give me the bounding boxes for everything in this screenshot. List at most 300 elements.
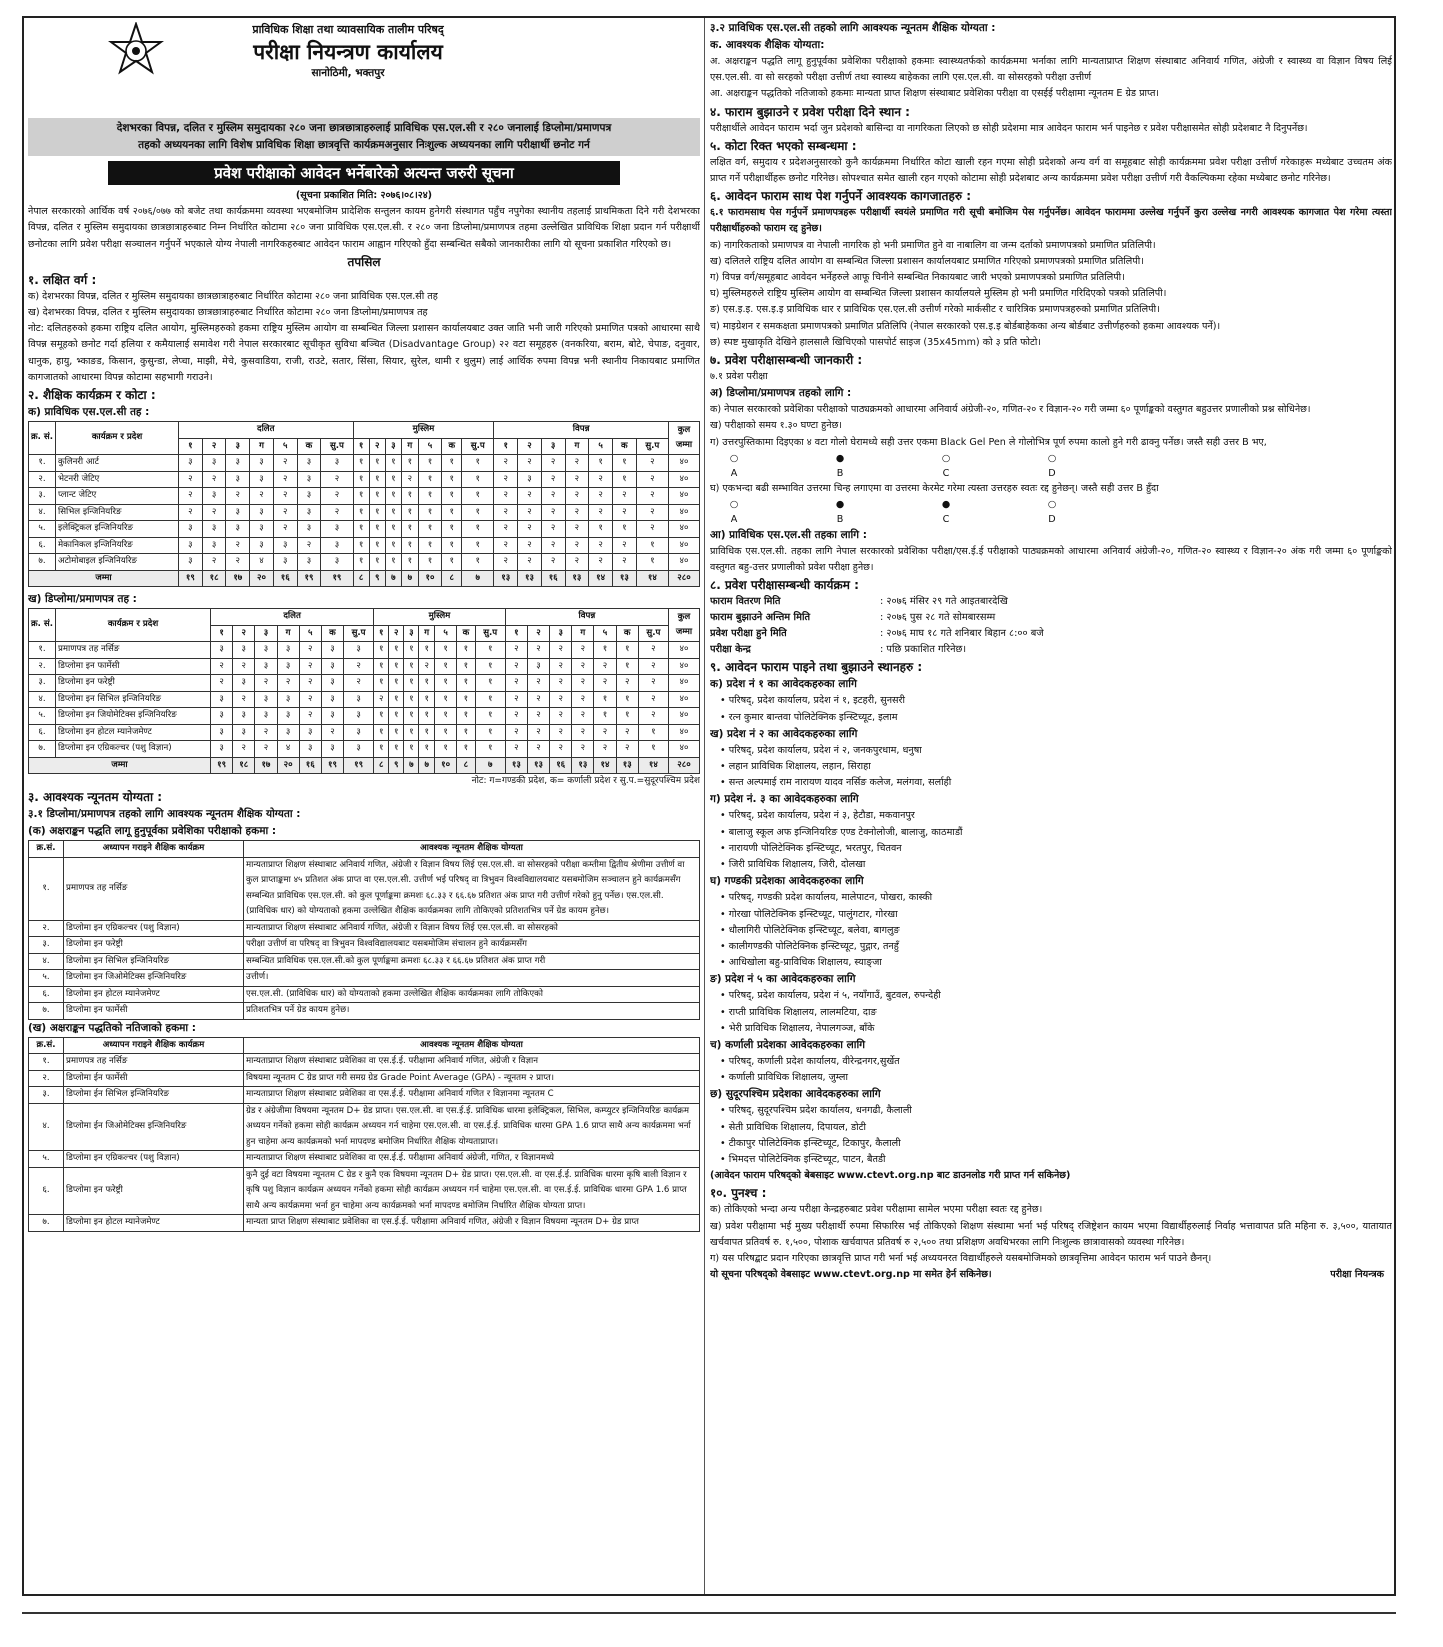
total-cell: ७	[404, 757, 419, 774]
notice-title	[28, 118, 700, 156]
quota-cell: १	[442, 455, 462, 472]
quota-cell: २	[550, 741, 572, 758]
quota-cell: २	[638, 708, 668, 725]
quota-cell: २	[321, 724, 343, 741]
quota-cell: २	[638, 691, 668, 708]
total-cell: १९	[179, 570, 203, 587]
row-sn: २.	[29, 658, 56, 675]
col-sn: क्र. सं.	[29, 609, 56, 642]
quota-cell: २	[255, 724, 277, 741]
quota-cell: २	[344, 675, 374, 692]
quota-cell: २	[616, 675, 638, 692]
document-item: क) नागरिकताको प्रमाणपत्र वा नेपाली नागरिक हो भनी प्रमाणित हुने वा नाबालिग वा जन्म दर्ताको प्रमाणपत्रको प्रमाणित प्रतिलिपी।	[710, 239, 1156, 251]
quota-cell: २	[572, 708, 594, 725]
location-item: • लहान प्राविधिक शिक्षालय, लहान, सिराहा	[710, 759, 1392, 775]
row-sn: ३.	[29, 675, 56, 692]
row-program: डिप्लोमा ईन फार्मेसी	[64, 1070, 244, 1087]
s6-intro: ६.१ फारामसाथ पेस गर्नुपर्ने प्रमाणपत्रहरू परीक्षार्थी स्वयंले प्रमाणित गरी सूची बमोजिम पेस गर्नुपर्नेछ। आवेदन फाराममा उल्लेख गर्नुपर्ने कुरा उल्लेख नगरी आवश्यक कागजात पेश गरेमा त्यस्ता परीक्षार्थीहरुको फाराम रद्द हुनेछ।	[710, 207, 1392, 235]
province-header: २	[233, 625, 255, 642]
s7-sub: ७.१ प्रवेश परीक्षा	[710, 371, 768, 383]
quota-cell: १	[385, 488, 401, 505]
province-header: १	[374, 625, 389, 642]
quota-cell: १	[353, 521, 369, 538]
group-bipanna: विपन्न	[494, 422, 669, 439]
row-program: भेटनरी जेटिए	[56, 471, 179, 488]
province-group-label: च) कर्णाली प्रदेशका आवेदकहरुका लागि	[710, 1038, 866, 1051]
quota-cell: ३	[233, 675, 255, 692]
row-program: मेकानिकल इन्जिनियरिङ	[56, 537, 179, 554]
row-sn: ७.	[29, 1215, 64, 1232]
quota-cell: ३	[202, 455, 226, 472]
row-sn: ४.	[29, 691, 56, 708]
quota-cell: ३	[299, 724, 321, 741]
quota-cell: २	[505, 675, 527, 692]
quota-cell: १	[616, 642, 638, 659]
quota-cell: ३	[226, 504, 250, 521]
section-1-heading: १. लक्षित वर्ग :	[28, 272, 97, 287]
quota-cell: १	[462, 488, 494, 505]
quota-cell: २	[518, 554, 542, 571]
quota-cell: १	[435, 642, 457, 659]
total-cell: २०	[277, 757, 299, 774]
option-label: D	[1048, 514, 1056, 526]
total-cell: १७	[255, 757, 277, 774]
quota-cell: १	[401, 488, 418, 505]
province-header: १	[179, 438, 203, 455]
bubble-empty-icon: ○	[729, 499, 739, 511]
quota-row	[29, 708, 700, 725]
row-sn: ६.	[29, 537, 56, 554]
quota-cell: १	[594, 642, 616, 659]
total-cell: १०	[435, 757, 457, 774]
quota-cell: २	[494, 521, 518, 538]
s3-1-heading: ३.१ डिप्लोमा/प्रमाणपत्र तहको लागि आवश्यक न्यूनतम शैक्षिक योग्यता :	[28, 808, 301, 821]
office-address: सानोठिमी, भक्तपुर	[311, 67, 385, 79]
quota-cell: २	[211, 675, 233, 692]
quota-cell: २	[255, 675, 277, 692]
row-sn: १.	[29, 642, 56, 659]
row-total: ४०	[669, 708, 700, 725]
row-sn: ३.	[29, 1087, 64, 1104]
province-header: ग	[277, 625, 299, 642]
quota-cell: १	[374, 675, 389, 692]
quota-cell: २	[344, 658, 374, 675]
quota-cell: २	[273, 504, 297, 521]
quota-cell: २	[636, 471, 668, 488]
col-program: कार्यक्रम र प्रदेश	[56, 422, 179, 455]
quota-cell: २	[550, 642, 572, 659]
quota-cell: ३	[179, 554, 203, 571]
quota-cell: २	[233, 741, 255, 758]
quota-cell: १	[353, 504, 369, 521]
section-5-heading: ५. कोटा रिक्त भएको सम्बन्धमा :	[710, 138, 857, 153]
left-column	[28, 20, 700, 1590]
row-program: डिप्लोमा इन सिभिल इन्जिनियरिङ	[56, 691, 211, 708]
quota-cell: ३	[297, 471, 321, 488]
quota-cell: १	[404, 658, 419, 675]
section-6-heading: ६. आवेदन फाराम साथ पेश गर्नुपर्ने आवश्यक कागजातहरु :	[710, 189, 971, 204]
schedule-row	[710, 626, 1392, 642]
quota-cell: २	[616, 724, 638, 741]
row-qualification: एस.एल.सी. (प्राविधिक धार) को योग्यताको हकमा उल्लेखित शैक्षिक कार्यक्रमका लागि तोकिएको	[244, 986, 700, 1003]
row-qualification: प्रतिशतभित्र पर्ने ग्रेड कायम हुनेछ।	[244, 1003, 700, 1020]
location-item: • जिरी प्राविधिक शिक्षालय, जिरी, दोलखा	[710, 857, 1392, 873]
quota-cell: २	[550, 691, 572, 708]
bubble-labels	[710, 466, 1392, 481]
total-row	[29, 757, 700, 774]
row-sn: ५.	[29, 708, 56, 725]
row-program: डिप्लोमा इन जिओमेटिक्स इन्जिनियरिङ	[64, 970, 244, 987]
quota-cell: २	[273, 488, 297, 505]
quota-row	[29, 521, 700, 538]
province-header: ३	[385, 438, 401, 455]
total-cell: ८	[442, 570, 462, 587]
quota-cell: ३	[321, 741, 343, 758]
row-qualification: मान्यताप्राप्त शिक्षण संस्थाबाट अनिवार्य गणित, अंग्रेजी र विज्ञान विषय लिई एस.एल.सी. वा सोसरहको परीक्षा कम्तीमा द्वितीय श्रेणीमा उत्तीर्ण वा कुल प्राप्ताङ्कमा ४५ प्रतिशत अंक प्राप्त वा एस.एल.सी. उत्तीर्ण भई परिषद् वा त्रिभुवन विश्वविद्यालयबाट यसबमोजिम सञ्चालन हुने कार्यक्रमसँग सम्बन्धित प्राविधिक एस.एल.सी. को कुल पूर्णाङ्कमा क्रमशः ६८.३३ र ६६.६७ प्रतिशत अंक प्राप्त गरी उत्तीर्ण गरेको हुनु पर्नेछ। एस.एल.सी. (प्राविधिक धार) को योग्यताको हकमा उल्लेखित शैक्षिक कार्यक्रमका लागि तोकिएको प्रतिशतभित्र पर्ने ग्रेड कायम हुनेछ।	[244, 857, 700, 920]
quota-cell: २	[541, 488, 565, 505]
total-cell: १४	[589, 570, 613, 587]
quota-cell: २	[179, 471, 203, 488]
option-label: C	[942, 467, 950, 479]
qualification-row	[29, 1054, 700, 1071]
quota-cell: १	[369, 455, 385, 472]
qualification-row	[29, 1003, 700, 1020]
col-sn: क्र.सं.	[29, 841, 64, 858]
row-qualification: कुनै दुई वटा विषयमा न्यूनतम C ग्रेड र कुनै एक विषयमा न्यूनतम D+ ग्रेड प्राप्त। एस.एल.सी. वा एस.ई.ई. प्राविधिक धारमा कृषि बाली विज्ञान र कृषि पशु विज्ञान कार्यक्रम अध्ययन गर्नेको हकमा सोही कार्यक्रम अध्ययन गर्न चाहेमा एस.एल.सी. वा एस.ई.ई. प्राविधिक धारमा GPA 1.6 प्राप्त साथै अन्य कार्यक्रममा भर्ना हुन चाहेमा अन्य कार्यक्रमको भर्ना मापदण्ड बमोजिम निर्धारित शैक्षिक योग्यता प्राप्त।	[244, 1167, 700, 1215]
schedule-value: : पछि प्रकाशित गरिनेछ।	[880, 644, 967, 656]
quota-cell: २	[541, 504, 565, 521]
quota-cell: १	[457, 675, 475, 692]
quota-cell: २	[550, 675, 572, 692]
quota-cell: २	[612, 537, 636, 554]
quota-cell: १	[612, 521, 636, 538]
row-program: डिप्लोमा इन एग्रिकल्चर (पशु विज्ञान)	[64, 1151, 244, 1168]
quota-cell: ३	[226, 455, 250, 472]
quota-cell: १	[435, 708, 457, 725]
quota-cell: २	[505, 691, 527, 708]
quota-cell: ३	[277, 691, 299, 708]
location-item: • परिषद्, प्रदेश कार्यालय, प्रदेश नं ५, नयाँगाउँ, बुटवल, रुपन्देही	[710, 988, 1392, 1004]
bubble-empty-icon: ○	[729, 452, 739, 464]
quota-cell: ३	[297, 554, 321, 571]
province-group-label: घ) गण्डकी प्रदेशका आवेदकहरुका लागि	[710, 875, 864, 888]
s3-ka-label: (क) अक्षराङ्कन पद्धति लागू हुनुपूर्वका प्रवेशिका परीक्षाको हकमा :	[28, 825, 277, 838]
quota-cell: १	[442, 537, 462, 554]
row-program: डिप्लोमा इन फरेष्ट्री	[64, 1167, 244, 1215]
row-sn: १.	[29, 857, 64, 920]
province-header: १	[353, 438, 369, 455]
postscript-list	[710, 1202, 1392, 1267]
qualification-row	[29, 1087, 700, 1104]
quota-cell: १	[369, 504, 385, 521]
diploma-label: ख) डिप्लोमा/प्रमाणपत्र तह :	[28, 593, 137, 606]
row-program: प्रमाणपत्र तह नर्सिङ	[56, 642, 211, 659]
total-cell: १४	[638, 757, 668, 774]
row-total: ४०	[669, 691, 700, 708]
quota-cell: २	[321, 504, 353, 521]
quota-cell: १	[475, 741, 505, 758]
quota-cell: २	[572, 675, 594, 692]
province-header: ५	[299, 625, 321, 642]
row-qualification: मान्यताप्राप्त शिक्षण संस्थाबाट प्रवेशिका वा एस.ई.ई. परीक्षामा अनिवार्य गणित र विज्ञानमा न्यूनतम C	[244, 1087, 700, 1104]
quota-cell: १	[385, 471, 401, 488]
quota-cell: १	[353, 455, 369, 472]
province-header: ग	[250, 438, 274, 455]
total-cell: ८	[374, 757, 389, 774]
province-header: १	[505, 625, 527, 642]
quota-cell: ३	[299, 741, 321, 758]
quota-row	[29, 675, 700, 692]
s3-2-a: अ. अक्षराङ्कन पद्धति लागू हुनुपूर्वका प्रवेशिका परीक्षाको हकमाः स्वास्थ्यतर्फको कार्यक्रममा भर्नाका लागि मान्यताप्राप्त शिक्षण संस्थाबाट अनिवार्य गणित, अंग्रेजी र स्वास्थ्य वा विज्ञान विषय लिई एस.एल.सी. वा सो सरहको परीक्षा उत्तीर्ण तथा स्वास्थ्य बाहेकका लागि एस.एल.सी. वा सोसरहको परीक्षा उत्तीर्ण	[710, 56, 1392, 84]
schedule-key: परीक्षा केन्द्र	[710, 644, 751, 656]
column-divider	[704, 18, 705, 1594]
quota-cell: ३	[321, 455, 353, 472]
quota-cell: २	[589, 554, 613, 571]
quota-cell: २	[273, 521, 297, 538]
province-header: ग	[401, 438, 418, 455]
row-sn: २.	[29, 471, 56, 488]
location-item: • भेरी प्राविधिक शिक्षालय, नेपालगञ्ज, बाँके	[710, 1021, 1392, 1037]
quota-cell: २	[589, 504, 613, 521]
quota-cell: १	[442, 471, 462, 488]
grand-total: २८०	[669, 570, 700, 587]
quota-cell: २	[636, 504, 668, 521]
quota-cell: ३	[297, 521, 321, 538]
row-sn: ७.	[29, 1003, 64, 1020]
quota-cell: १	[475, 658, 505, 675]
s3-kha-label: (ख) अक्षराङ्कन पद्धतिको नतिजाको हकमा :	[28, 1021, 197, 1034]
quota-cell: १	[462, 554, 494, 571]
total-cell: १६	[550, 757, 572, 774]
province-header: ग	[572, 625, 594, 642]
quota-cell: २	[636, 488, 668, 505]
total-cell: ७	[419, 757, 435, 774]
row-program: डिप्लोमा इन होटल म्यानेजमेण्ट	[64, 1215, 244, 1232]
location-item: • कर्णाली प्राविधिक शिक्षालय, जुम्ला	[710, 1070, 1392, 1086]
tech-slc-label: क) प्राविधिक एस.एल.सी तह :	[28, 406, 150, 419]
row-total: ४०	[669, 521, 700, 538]
bottom-rule	[22, 1612, 1396, 1614]
quota-cell: १	[419, 691, 435, 708]
schedule-value: : २०७६ माघ १८ गते शनिबार बिहान ८:०० बजे	[880, 628, 1044, 640]
quota-cell: २	[612, 554, 636, 571]
quota-row	[29, 455, 700, 472]
quota-cell: १	[457, 658, 475, 675]
quota-cell: १	[462, 537, 494, 554]
quota-cell: ४	[250, 554, 274, 571]
row-program: डिप्लोमा इन होटल म्यानेजमेण्ट	[56, 724, 211, 741]
row-program: डिप्लोमा इन एग्रिकल्चर (पशु विज्ञान)	[64, 920, 244, 937]
quota-cell: २	[299, 691, 321, 708]
total-cell: १३	[565, 570, 589, 587]
quota-cell: २	[505, 642, 527, 659]
province-group-label: क) प्रदेश नं १ का आवेदकहरुका लागि	[710, 678, 857, 691]
quota-row	[29, 741, 700, 758]
quota-cell: ३	[527, 658, 549, 675]
row-total: ४०	[669, 471, 700, 488]
quota-cell: १	[389, 708, 404, 725]
quota-cell: २	[494, 504, 518, 521]
published-date: (सूचना प्रकाशित मिति: २०७६।०८।२४)	[295, 190, 433, 201]
s3-2-ka: क. आवश्यक शैक्षिक योग्यता:	[710, 39, 825, 51]
total-cell: ९	[389, 757, 404, 774]
option-label: C	[942, 514, 950, 526]
quota-cell: १	[401, 455, 418, 472]
location-item: • परिषद्, प्रदेश कार्यालय, प्रदेश नं १, इटहरी, सुनसरी	[710, 693, 1392, 709]
quota-cell: २	[374, 691, 389, 708]
total-cell: २०	[250, 570, 274, 587]
quota-cell: २	[541, 471, 565, 488]
quota-cell: १	[462, 471, 494, 488]
col-program: अध्यापन गराइने शैक्षिक कार्यक्रम	[64, 1037, 244, 1054]
quota-cell: १	[594, 691, 616, 708]
quota-cell: ३	[297, 504, 321, 521]
quota-cell: २	[494, 537, 518, 554]
schedule-row	[710, 594, 1392, 610]
quota-cell: १	[389, 675, 404, 692]
quota-cell: २	[299, 642, 321, 659]
row-sn: ७.	[29, 554, 56, 571]
province-header: २	[369, 438, 385, 455]
quota-cell: २	[572, 642, 594, 659]
s4-body: परीक्षार्थीले आवेदन फाराम भर्दा जुन प्रदेशको बासिन्दा वा नागरिकता लिएको छ सोही प्रदेशमा मात्र आवेदन फाराम भर्न पाइनेछ र प्रवेश परीक्षासमेत सोही प्रदेशबाट नै दिनुपर्नेछ।	[710, 122, 1308, 134]
postscript-item: ख) प्रवेश परीक्षामा भई मुख्य परीक्षार्थी रुपमा सिफारिस भई तोकिएको शिक्षण संस्थामा भर्ना भई परिषद् रजिष्ट्रेशन कायम भएमा विद्यार्थीहरुलाई निर्वाह भत्तावापत प्रति महिना रु. ३,५००, यातायात खर्चवापत प्रतिवर्ष रु. १,५००, पोशाक खर्चवापत प्रतिवर्ष रु २,५०० तथा प्रशिक्षण अवधिभरका लागि निःशुल्क छात्रावासको व्यवस्था गरिनेछ।	[710, 1220, 1392, 1248]
quota-cell: २	[518, 521, 542, 538]
row-sn: ५.	[29, 970, 64, 987]
quota-cell: १	[404, 741, 419, 758]
quota-cell: ३	[321, 537, 353, 554]
total-row	[29, 570, 700, 587]
quota-cell: १	[419, 675, 435, 692]
row-qualification: परीक्षा उत्तीर्ण वा परिषद् वा त्रिभुवन विश्वविद्यालयबाट यसबमोजिम संचालन हुने कार्यक्रमसँग	[244, 937, 700, 954]
quota-cell: ३	[321, 691, 343, 708]
qualification-row	[29, 920, 700, 937]
postscript-item: क) तोकिएको भन्दा अन्य परीक्षा केन्द्रहरुबाट प्रवेश परीक्षामा सामेल भएमा परीक्षा स्वतः रद्द हुनेछ।	[710, 1204, 1043, 1216]
row-total: ४०	[669, 675, 700, 692]
quota-cell: १	[636, 554, 668, 571]
ctevt-emblem-icon	[108, 22, 164, 78]
s1-item-a: क) देशभरका विपन्न, दलित र मुस्लिम समुदायका छात्रछात्राहरुबाट निर्धारित कोटामा २८० जना प्राविधिक एस.एल.सी तह	[28, 290, 438, 302]
document-item: ग) विपन्न वर्ग/समूहबाट आवेदन भर्नेहरुले आफू चिनीने सम्बन्धित निकायबाट जारी भएको प्रमाणपत्रको प्रमाणित प्रतिलिपी।	[710, 272, 1125, 284]
quota-cell: १	[435, 658, 457, 675]
province-header: ५	[594, 625, 616, 642]
footer-row	[710, 1267, 1392, 1283]
total-cell: ७	[401, 570, 418, 587]
quota-cell: १	[435, 741, 457, 758]
quota-cell: २	[518, 537, 542, 554]
total-cell: १०	[418, 570, 442, 587]
row-sn: ७.	[29, 741, 56, 758]
quota-cell: १	[353, 471, 369, 488]
right-column	[710, 20, 1392, 1590]
group-muslim: मुस्लिम	[374, 609, 506, 626]
quota-cell: ३	[297, 455, 321, 472]
quota-cell: ३	[250, 537, 274, 554]
location-item: • धौलागिरी पोलिटेक्निक इन्स्टिच्यूट, बलेवा, बागलुङ	[710, 923, 1392, 939]
quota-cell: १	[418, 537, 442, 554]
quota-cell: ३	[273, 537, 297, 554]
quota-cell: २	[638, 675, 668, 692]
row-sn: १.	[29, 1054, 64, 1071]
location-item: • रत्न कुमार बान्तवा पोलिटेक्निक इन्स्टिच्यूट, इलाम	[710, 710, 1392, 726]
council-name: प्राविधिक शिक्षा तथा व्यावसायिक तालीम परिषद्	[252, 23, 444, 36]
signoff: परीक्षा नियन्त्रक	[1330, 1269, 1384, 1281]
quota-cell: २	[565, 554, 589, 571]
quota-cell: १	[353, 554, 369, 571]
row-total: ४०	[669, 488, 700, 505]
row-total: ४०	[669, 658, 700, 675]
quota-row	[29, 724, 700, 741]
quota-cell: १	[418, 471, 442, 488]
quota-cell: ३	[344, 724, 374, 741]
quota-cell: १	[419, 741, 435, 758]
s3-2-aa: आ. अक्षराङ्कन पद्धतिको नतिजाको हकमाः मान्यता प्राप्त शिक्षण संस्थाबाट प्रवेशिका परीक्षा वा एसईई परीक्षामा न्यूनतम E ग्रेड प्राप्त।	[710, 88, 1160, 100]
quota-cell: १	[457, 691, 475, 708]
col-program: कार्यक्रम र प्रदेश	[56, 609, 211, 642]
location-item: • गोरखा पोलिटेक्निक इन्स्टिच्यूट, पालुंगटार, गोरखा	[710, 907, 1392, 923]
bubble-empty-icon: ○	[1047, 452, 1057, 464]
quota-cell: १	[636, 537, 668, 554]
quota-cell: १	[638, 724, 668, 741]
quota-cell: १	[457, 724, 475, 741]
row-program: सिभिल इन्जिनियरिङ	[56, 504, 179, 521]
quota-cell: १	[389, 691, 404, 708]
location-item: • नारायणी पोलिटेक्निक इन्स्टिच्यूट, भरतपुर, चितवन	[710, 841, 1392, 857]
col-qualification: आवश्यक न्यूनतम शैक्षिक योग्यता	[244, 841, 700, 858]
row-program: डिप्लोमा इन फार्मेसी	[56, 658, 211, 675]
qualification-row	[29, 1103, 700, 1151]
location-item: • सेती प्राविधिक शिक्षालय, दिपायल, डोटी	[710, 1120, 1392, 1136]
quota-cell: ३	[273, 554, 297, 571]
province-header: ३	[550, 625, 572, 642]
quota-cell: २	[494, 488, 518, 505]
quota-cell: १	[404, 642, 419, 659]
quota-cell: १	[589, 455, 613, 472]
row-sn: ४.	[29, 953, 64, 970]
quota-cell: १	[419, 708, 435, 725]
option-label: A	[730, 467, 738, 479]
quota-cell: २	[179, 504, 203, 521]
total-cell: १३	[527, 757, 549, 774]
masthead	[28, 20, 700, 116]
qualification-row	[29, 1215, 700, 1232]
col-program: अध्यापन गराइने शैक्षिक कार्यक्रम	[64, 841, 244, 858]
quota-cell: २	[572, 691, 594, 708]
title-line-1: देशभरका विपन्न, दलित र मुस्लिम समुदायका २८० जना छात्रछात्राहरुलाई प्राविधिक एस.एल.सी र २८० जनालाई डिप्लोमा/प्रमाणपत्र	[116, 122, 612, 134]
col-sn: क्र.सं.	[29, 1037, 64, 1054]
province-header: ३	[226, 438, 250, 455]
quota-cell: २	[250, 488, 274, 505]
quota-cell: २	[226, 488, 250, 505]
total-cell: ७	[385, 570, 401, 587]
quota-cell: १	[475, 642, 505, 659]
row-sn: ५.	[29, 1151, 64, 1168]
qualification-row	[29, 986, 700, 1003]
total-cell: १७	[226, 570, 250, 587]
location-item: • परिषद्, प्रदेश कार्यालय, प्रदेश नं २, जनकपुरधाम, धनुषा	[710, 743, 1392, 759]
quota-cell: १	[418, 504, 442, 521]
location-item: • परिषद्, कर्णाली प्रदेश कार्यालय, वीरेन्द्रनगर,सुर्खेत	[710, 1054, 1392, 1070]
download-note: (आवेदन फाराम परिषद्को बेबसाइट www.ctevt.org.np बाट डाउनलोड गरी प्राप्त गर्न सकिनेछ)	[710, 1170, 1071, 1182]
quota-cell: २	[401, 471, 418, 488]
quota-cell: ३	[226, 521, 250, 538]
row-program: डिप्लोमा इन फरेष्ट्री	[56, 675, 211, 692]
quota-cell: २	[299, 675, 321, 692]
quota-cell: १	[374, 658, 389, 675]
quota-cell: १	[404, 675, 419, 692]
s7-aa-body: प्राविधिक एस.एल.सी. तहका लागि नेपाल सरकारको प्रवेशिका परीक्षा/एस.ई.ई परीक्षाको पाठ्यक्रमको आधारमा अनिवार्य अंग्रेजी-२०, गणित-२० स्वास्थ्य र विज्ञान-२० अंक गरी जम्मा ६० पूर्णाङ्कको वस्तुगत बहु-उत्तर प्रणालीको प्रवेश परीक्षा हुनेछ।	[710, 546, 1392, 574]
qualification-row	[29, 1151, 700, 1168]
